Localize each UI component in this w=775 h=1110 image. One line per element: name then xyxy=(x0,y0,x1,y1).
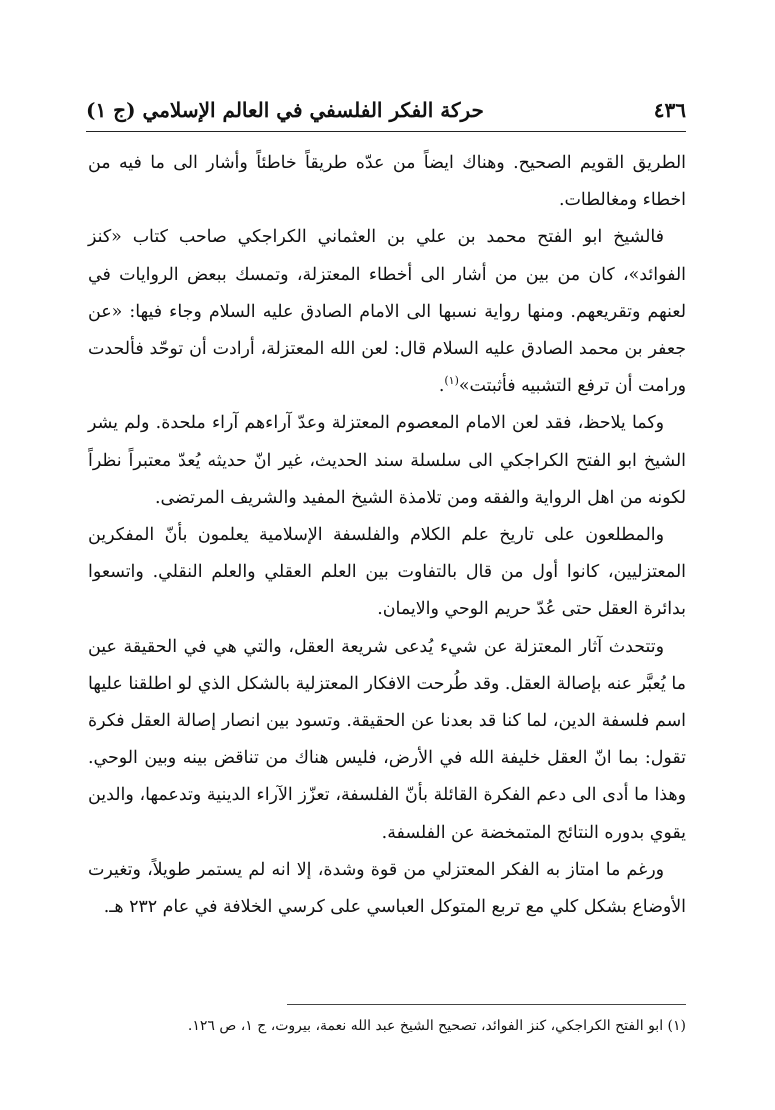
paragraph-1: الطريق القويم الصحيح. وهناك ايضاً من عدّه طريقاً خاطئاً وأشار الى ما فيه من اخطاء ومغالطات. xyxy=(88,153,686,211)
footnote-marker: (١) xyxy=(444,374,459,388)
footnote-rule xyxy=(287,1004,686,1005)
paragraph-3: وكما يلاحظ، فقد لعن الامام المعصوم المعتزلة وعدّ آراءهم آراء ملحدة. ولم يشر الشيخ ابو الفتح الكراجكي الى سلسلة سند الحديث، غير انّ حديثه يُعدّ معتبراً نظراً لكونه من اهل الرواية والفقه ومن تلامذة الشيخ المفيد والشريف المرتضى. xyxy=(88,413,686,508)
paragraph-2-end: . xyxy=(438,376,445,397)
paragraph-2-text: فالشيخ ابو الفتح محمد بن علي بن العثماني الكراجكي صاحب كتاب «كنز الفوائد»، كان من بين من أشار الى أخطاء المعتزلة، وتمسك ببعض الروايات في لعنهم وتقريعهم. ومنها رواية نسبها الى الامام الصادق عليه السلام وجاء فيها: «عن جعفر بن محمد الصادق عليه السلام قال: لعن الله المعتزلة، أرادت أن توحّد فألحدت ورامت أن ترفع التشبيه فأثبتت» xyxy=(88,227,686,397)
header-rule xyxy=(86,131,686,132)
running-title: حركة الفكر الفلسفي في العالم الإسلامي (ج ١) xyxy=(86,98,484,122)
paragraph-2 xyxy=(88,219,686,405)
page-number: ٤٣٦ xyxy=(653,98,686,122)
footnote: (١) ابو الفتح الكراجكي، كنز الفوائد، تصحيح الشيخ عبد الله نعمة، بيروت، ج ١، ص ١٢٦. xyxy=(187,1018,686,1034)
paragraph-6: ورغم ما امتاز به الفكر المعتزلي من قوة وشدة، إلا انه لم يستمر طويلاً، وتغيرت الأوضاع بشكل كلي مع تربع المتوكل العباسي على كرسي الخلافة في عام ٢٣٢ هـ. xyxy=(88,859,686,918)
page-header xyxy=(86,92,686,128)
paragraph-4: والمطلعون على تاريخ علم الكلام والفلسفة الإسلامية يعلمون بأنّ المفكرين المعتزليين، كانوا أول من قال بالتفاوت بين العلم العقلي والعلم النقلي. واتسعوا بدائرة العقل حتى عُدّ حريم الوحي والايمان. xyxy=(88,525,686,620)
paragraph-5: وتتحدث آثار المعتزلة عن شيء يُدعى شريعة العقل، والتي هي في الحقيقة عين ما يُعبَّر عنه بإصالة العقل. وقد طُرحت الافكار المعتزلية بالشكل الذي لو اطلقنا عليها اسم فلسفة الدين، لما كنا قد بعدنا عن الحقيقة. وتسود بين انصار إصالة العقل فكرة تقول: بما انّ العقل خليفة الله في الأرض، فليس هناك من تناقض بينه وبين الوحي. وهذا ما أدى الى دعم الفكرة القائلة بأنّ الفلسفة، تعزّز الآراء الدينية وتدعمها، والدين يقوي بدوره النتائج المتمخضة عن الفلسفة. xyxy=(88,636,686,843)
body-text xyxy=(88,145,686,926)
